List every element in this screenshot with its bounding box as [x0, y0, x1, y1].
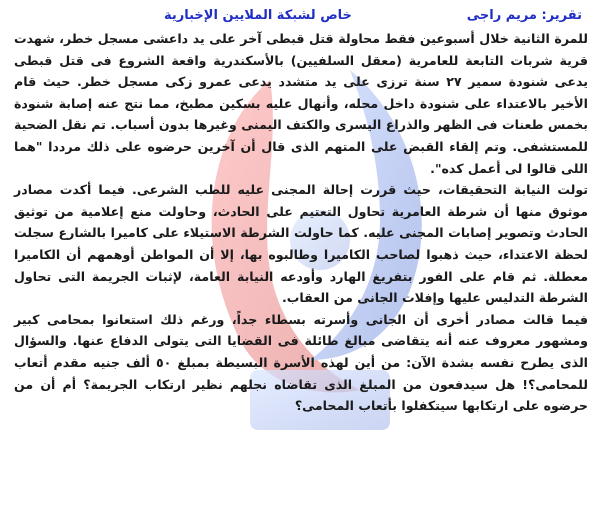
paragraph-1 [14, 28, 588, 179]
paragraph-2-text: تولت النيابة التحقيقات، حيث قررت إحالة المجنى عليه للطب الشرعى. فيما أكدت مصادر موثوق منها أن شرطة العامرية تحاول التعتيم على الحادث، وحاولت منع إعلامية من توثيق الحادث وتصوير إصابات المجنى عليه. كما حاولت الشرطة الاستيلاء على كاميرا بالشارع سجلت لحظة الاعتداء، حيث ذهبوا لصاحب الكاميرا وطالبوه بها، إلا أن المواطن أوهمهم أن الكاميرا معطلة. ثم قام على الفور بتفريغ الهارد وأودعه النيابة العامة، لإثبات الجريمة التى تحاول الشرطة التدليس عليها وإفلات الجانى من العقاب. [14, 182, 588, 306]
article-header [14, 6, 588, 28]
paragraph-3-text: فيما قالت مصادر أخرى أن الجانى وأسرته بسطاء جداً، ورغم ذلك استعانوا بمحامى كبير ومشهور معروف عنه أنه يتقاضى مبالغ طائلة فى القضايا التى يتولى الدفاع عنها. والسؤال الذى يطرح نفسه بشدة الآن: من أين لهذه الأسرة البسيطة بمبلغ ٥٠ ألف جنيه مقدم أتعاب للمحامى؟! هل سيدفعون من المبلغ الذى تقاضاه نجلهم نظير ارتكاب الجريمة؟ أم أن من حرضوه على ارتكابها سيتكفلوا بأتعاب المحامى؟ [14, 311, 588, 414]
source-credit: خاص لشبكة الملايين الإخبارية [164, 8, 352, 23]
article-body [14, 6, 588, 417]
paragraph-1-part-2: حيث قام الأخير بالاعتداء على شنودة داخل محله، وأنهال عليه بسكين مطبخ، مما نتج عنه إصابة شنودة بخمس طعنات فى الظهر والذراع اليسرى والكتف اليمنى وغيرها بدون أسباب. تم نقل الضحية للمستشفى. وتم إلقاء القبض على المتهم الذى قال أن آخرين حرضوه على ذلك مرددا "هما اللى قالوا لى أعمل كده". [14, 74, 588, 176]
paragraph-3 [14, 309, 588, 417]
reporter-credit: تقرير: مريم راجى [466, 8, 582, 23]
paragraph-1-part-1: للمرة الثانية خلال أسبوعين فقط محاولة قتل قبطى آخر على يد داعشى مسجل خطر، شهدت قرية شربات التابعة للعامرية (معقل السلفيين) بالأسكندرية واقعة الشروع فى قتل قبطى يدعى شنودة سمير ٢٧ سنة ترزى على يد متشدد يدعى عمرو زكى مسجل خطر. [14, 31, 589, 90]
paragraph-2 [14, 179, 588, 309]
